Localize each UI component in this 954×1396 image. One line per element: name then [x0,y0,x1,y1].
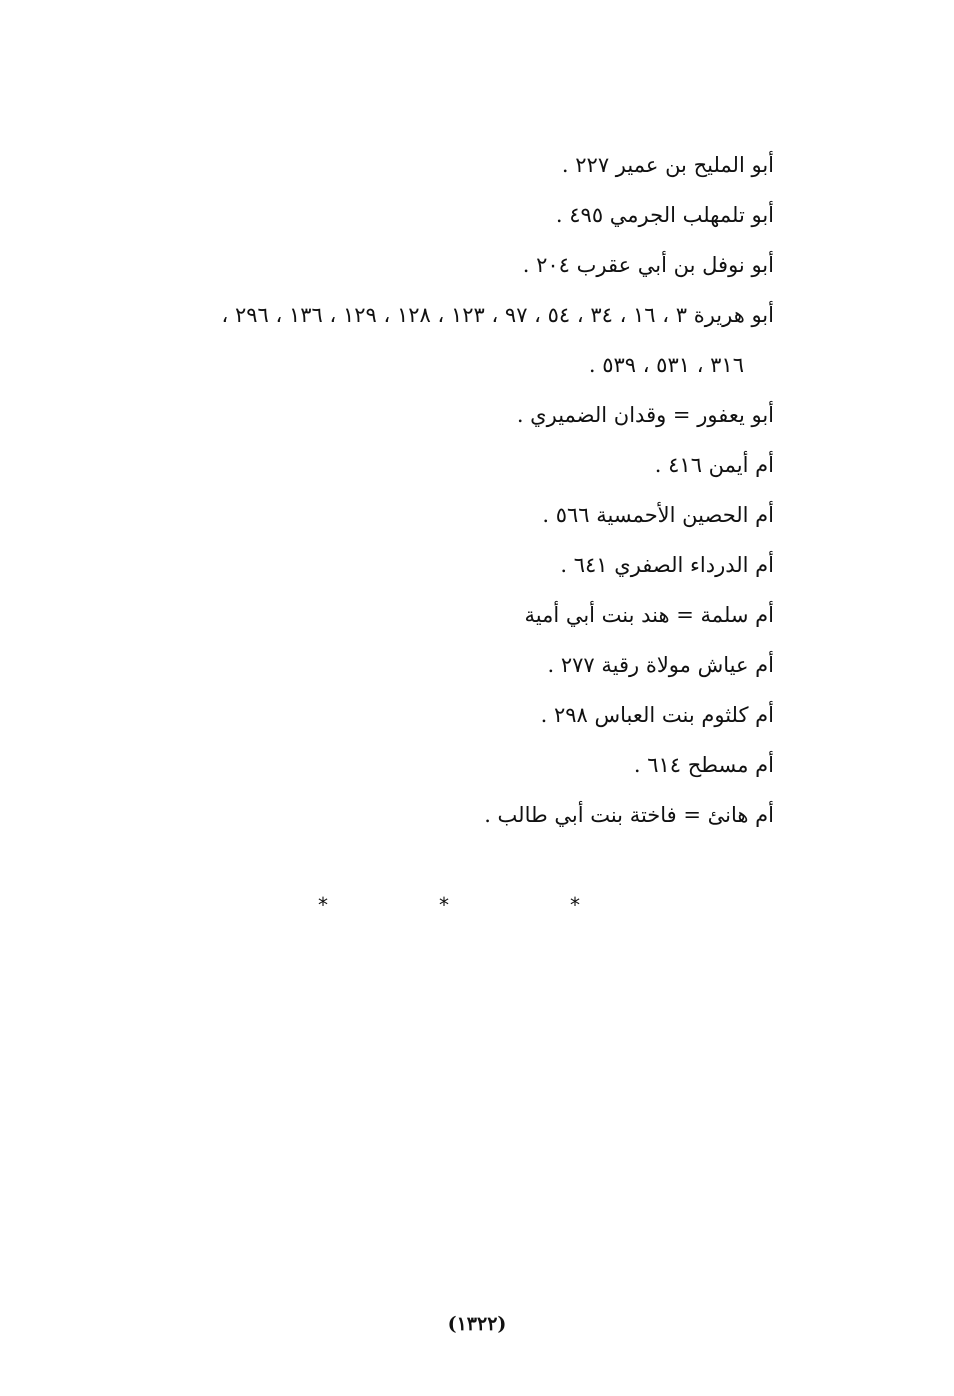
index-entry: أم عياش مولاة رقية ٢٧٧ . [547,653,774,677]
index-entry: أبو هريرة ٣ ، ١٦ ، ٣٤ ، ٥٤ ، ٩٧ ، ١٢٣ ، ١٢٨ ، ١٢٩ ، ١٣٦ ، ٢٩٦ ، [221,303,774,327]
section-separator [0,895,954,935]
asterisk-separator: * [570,893,580,917]
index-entry: أم أيمن ٤١٦ . [654,453,774,477]
index-entry: أم كلثوم بنت العباس ٢٩٨ . [540,703,774,727]
index-entry-continuation: ٣١٦ ، ٥٣١ ، ٥٣٩ . [588,353,744,377]
index-entry: أم هانئ = فاختة بنت أبي طالب . [484,803,774,827]
index-entry: أبو تلمهلب الجرمي ٤٩٥ . [555,203,774,227]
index-entry: أبو يعفور = وقدان الضميري . [516,403,774,427]
index-entry: أم سلمة = هند بنت أبي أمية [524,603,774,627]
index-entry: أبو نوفل بن أبي عقرب ٢٠٤ . [522,253,774,277]
page-number: (١٣٢٢) [447,1313,507,1335]
asterisk-separator: * [318,893,328,917]
index-entry: أم الدرداء الصفري ٦٤١ . [560,553,774,577]
index-entry: أبو المليح بن عمير ٢٢٧ . [561,153,774,177]
index-entry: أم الحصين الأحمسية ٥٦٦ . [542,503,774,527]
asterisk-separator: * [439,893,449,917]
index-entry: أم مسطح ٦١٤ . [633,753,774,777]
index-list [124,140,774,840]
